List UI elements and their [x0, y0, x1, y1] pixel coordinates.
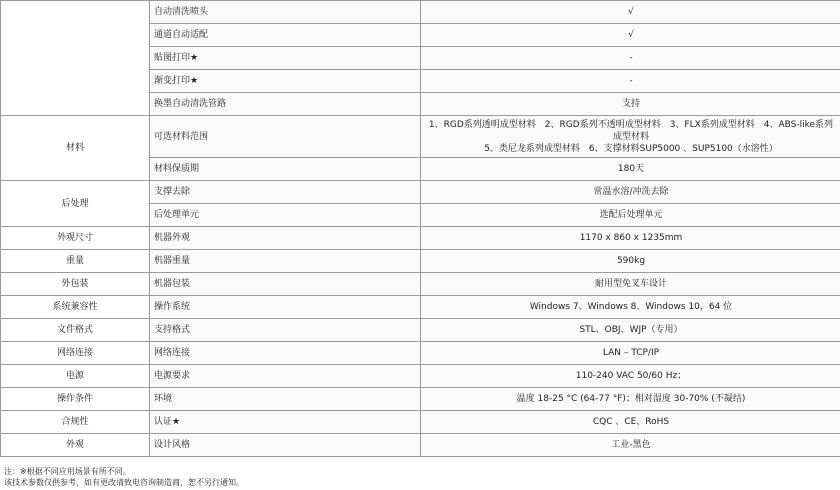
row-label: 机器包装 [150, 273, 421, 296]
table-row [1, 388, 840, 411]
row-value: CQC 、CE、RoHS [421, 411, 840, 434]
row-label: 机器重量 [150, 250, 421, 273]
category-cell: 外观 [1, 434, 150, 457]
row-label: 电源要求 [150, 365, 421, 388]
row-value: 110-240 VAC 50/60 Hz； [421, 365, 840, 388]
row-label: 贴图打印★ [150, 47, 421, 70]
category-cell: 外观尺寸 [1, 227, 150, 250]
table-row [1, 296, 840, 319]
row-value: - [421, 47, 840, 70]
row-label: 可选材料范围 [150, 116, 421, 158]
footnote: 注：※根据不同应用场景有所不同。 [4, 467, 131, 476]
table-row [1, 434, 840, 457]
category-cell: 后处理 [1, 181, 150, 227]
row-label: 支持格式 [150, 319, 421, 342]
value-line: 5、类尼龙系列成型材料 6、支撑材料SUP5000 、SUP5100（水溶性） [484, 143, 778, 154]
row-value: 耐用型免叉车设计 [421, 273, 840, 296]
category-cell [1, 1, 150, 116]
row-label: 渐变打印★ [150, 70, 421, 93]
footnotes [4, 466, 244, 488]
row-label: 环境 [150, 388, 421, 411]
row-label: 机器外观 [150, 227, 421, 250]
table-row [1, 411, 840, 434]
table-row [1, 319, 840, 342]
category-cell: 电源 [1, 365, 150, 388]
row-label: 自动清洗喷头 [150, 1, 421, 24]
row-value: 选配后处理单元 [421, 204, 840, 227]
row-label: 网络连接 [150, 342, 421, 365]
row-value: 工业-黑色 [421, 434, 840, 457]
table-row [1, 116, 840, 158]
row-value: 590kg [421, 250, 840, 273]
row-value: Windows 7、Windows 8、Windows 10，64 位 [421, 296, 840, 319]
table-row [1, 273, 840, 296]
table-row [1, 365, 840, 388]
row-value: 1170 x 860 x 1235mm [421, 227, 840, 250]
row-value: 常温水溶/冲洗去除 [421, 181, 840, 204]
row-label: 支撑去除 [150, 181, 421, 204]
row-value: √ [421, 1, 840, 24]
row-label: 后处理单元 [150, 204, 421, 227]
row-value: - [421, 70, 840, 93]
table-row [1, 227, 840, 250]
category-cell: 合规性 [1, 411, 150, 434]
category-cell: 文件格式 [1, 319, 150, 342]
footnote: 该技术参数仅供参考，如有更改请致电咨询制造商，恕不另行通知。 [4, 478, 244, 487]
row-label: 通道自动适配 [150, 24, 421, 47]
table-row [1, 342, 840, 365]
row-label: 换墨自动清洗管路 [150, 93, 421, 116]
category-cell: 操作条件 [1, 388, 150, 411]
category-cell: 外包装 [1, 273, 150, 296]
row-value: 180天 [421, 158, 840, 181]
row-value: STL、OBJ、WJP（专用） [421, 319, 840, 342]
table-row [1, 250, 840, 273]
row-label: 操作系统 [150, 296, 421, 319]
row-value: √ [421, 24, 840, 47]
category-cell: 重量 [1, 250, 150, 273]
row-label: 设计风格 [150, 434, 421, 457]
table-row [1, 1, 840, 24]
row-label: 材料保质期 [150, 158, 421, 181]
category-cell: 系统兼容性 [1, 296, 150, 319]
value-line: 1、RGD系列透明成型材料 2、RGD系列不透明成型材料 3、FLX系列成型材料 4、ABS-like系列成型材料 [428, 119, 834, 142]
table-row [1, 181, 840, 204]
row-value: 温度 18-25 °C (64-77 °F)；相对湿度 30-70% (不凝结) [421, 388, 840, 411]
row-value: 支持 [421, 93, 840, 116]
category-cell: 网络连接 [1, 342, 150, 365]
row-label: 认证★ [150, 411, 421, 434]
category-cell: 材料 [1, 116, 150, 181]
row-value: LAN – TCP/IP [421, 342, 840, 365]
row-value [421, 116, 840, 158]
